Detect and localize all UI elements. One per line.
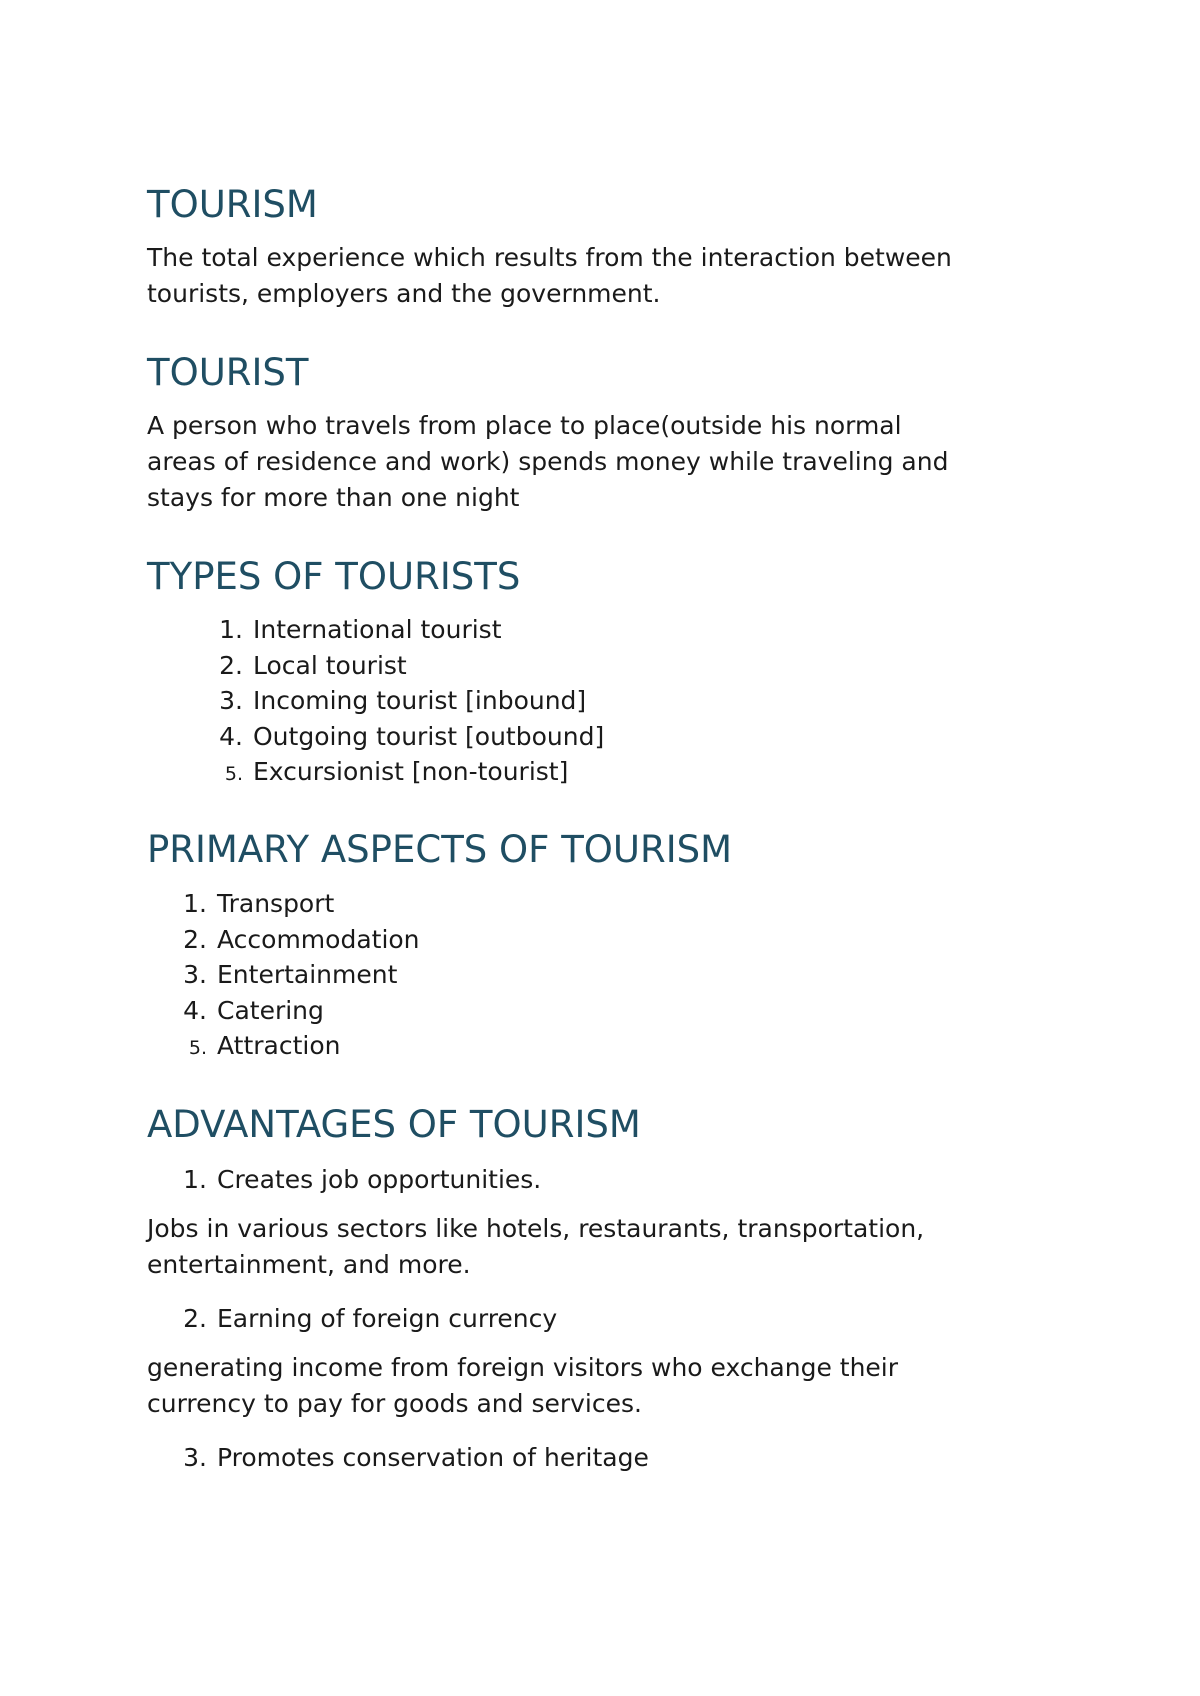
- list-item: [207, 683, 604, 719]
- list-item-text: Incoming tourist [inbound]: [253, 686, 587, 715]
- list-item-text: Local tourist: [253, 650, 407, 680]
- list-item-text: Creates job opportunities.: [217, 1165, 542, 1194]
- list-item: [171, 886, 420, 922]
- list-item-text: Transport: [217, 889, 335, 918]
- heading-tourist: TOURIST: [147, 351, 309, 394]
- primary-aspects-list: [171, 886, 420, 1064]
- list-item-text: Attraction: [217, 1031, 341, 1060]
- types-of-tourists-list: [207, 612, 604, 790]
- advantage-1-line-1: Jobs in various sectors like hotels, restaurants, transportation,: [147, 1214, 925, 1243]
- list-item: [171, 1028, 420, 1064]
- tourism-definition-line-2: tourists, employers and the government.: [147, 279, 661, 308]
- list-item-text: Excursionist [non-tourist]: [253, 757, 569, 786]
- list-number: 2.: [183, 1304, 207, 1333]
- list-item-text: Outgoing tourist [outbound]: [253, 721, 605, 751]
- list-item: [171, 957, 420, 993]
- list-item-text: International tourist: [253, 615, 502, 644]
- advantage-item-2: [171, 1301, 557, 1337]
- list-item: [171, 1162, 541, 1198]
- tourist-definition-line-2: areas of residence and work) spends money while traveling and: [147, 447, 949, 476]
- list-item-text: Accommodation: [217, 924, 420, 954]
- list-item-text: Promotes conservation of heritage: [217, 1443, 649, 1472]
- advantage-2-line-1: generating income from foreign visitors who exchange their: [147, 1353, 899, 1382]
- list-item: [207, 648, 604, 684]
- list-number: 3.: [183, 1443, 207, 1472]
- list-number: 1.: [183, 1165, 207, 1194]
- heading-types-of-tourists: TYPES OF TOURISTS: [147, 555, 521, 598]
- list-number: 1.: [219, 615, 243, 644]
- list-number: 2.: [183, 924, 207, 954]
- list-item: [207, 612, 604, 648]
- list-number: 4.: [219, 721, 243, 751]
- heading-advantages: ADVANTAGES OF TOURISM: [147, 1103, 641, 1146]
- tourist-definition-line-3: stays for more than one night: [147, 483, 520, 512]
- list-item: [171, 922, 420, 958]
- list-item-text: Earning of foreign currency: [217, 1304, 558, 1333]
- heading-primary-aspects: PRIMARY ASPECTS OF TOURISM: [147, 828, 733, 871]
- list-number: 5.: [188, 1037, 207, 1059]
- advantage-2-line-2: currency to pay for goods and services.: [147, 1389, 642, 1418]
- advantage-item-1: [171, 1162, 541, 1198]
- list-item: [171, 1440, 649, 1476]
- list-number: 3.: [183, 960, 207, 989]
- list-number: 1.: [183, 889, 207, 918]
- heading-tourism: TOURISM: [147, 183, 318, 226]
- list-item: [207, 754, 604, 790]
- advantage-item-3: [171, 1440, 649, 1476]
- tourist-definition-line-1: A person who travels from place to place(outside his normal: [147, 411, 902, 440]
- list-item-text: Catering: [217, 995, 324, 1025]
- advantage-1-line-2: entertainment, and more.: [147, 1250, 471, 1279]
- list-item: [171, 1301, 557, 1337]
- list-number: 5.: [224, 763, 243, 785]
- list-number: 3.: [219, 686, 243, 715]
- list-number: 2.: [219, 650, 243, 680]
- list-item-text: Entertainment: [217, 960, 398, 989]
- list-item: [171, 993, 420, 1029]
- list-number: 4.: [183, 995, 207, 1025]
- list-item: [207, 719, 604, 755]
- tourism-definition-line-1: The total experience which results from the interaction between: [147, 243, 952, 272]
